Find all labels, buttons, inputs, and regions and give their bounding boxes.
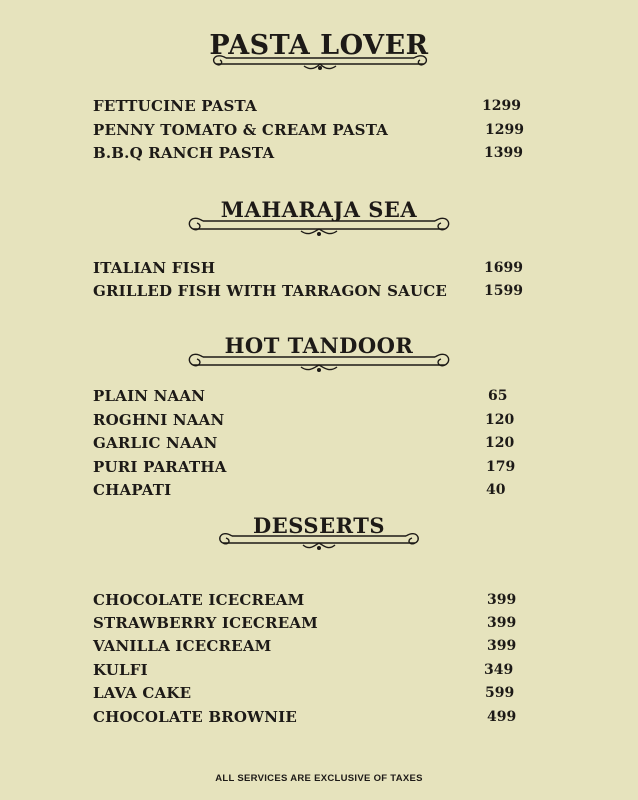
menu-item-name: GARLIC NAAN [93, 434, 218, 452]
ornament-divider-icon [183, 211, 455, 239]
menu-item-price: 499 [487, 709, 517, 725]
menu-item-name: VANILLA ICECREAM [93, 637, 272, 655]
menu-item-price: 1299 [482, 98, 521, 114]
section-title-desserts: DESSERTS [253, 513, 385, 538]
menu-item-price: 349 [484, 662, 514, 678]
menu-item-name: CHOCOLATE BROWNIE [93, 708, 297, 726]
menu-item-name: CHAPATI [93, 481, 172, 499]
menu-item-price: 120 [485, 412, 515, 428]
menu-item-name: ROGHNI NAAN [93, 411, 225, 429]
menu-item-name: PURI PARATHA [93, 458, 227, 476]
ornament-divider-icon [214, 527, 424, 553]
menu-item-price: 120 [485, 435, 515, 451]
ornament-divider-icon [208, 50, 432, 74]
section-title-maharaja-sea: MAHARAJA SEA [220, 197, 418, 222]
ornament-divider-icon [183, 347, 455, 375]
menu-item-price: 399 [487, 592, 517, 608]
menu-item-price: 1699 [484, 260, 523, 276]
menu-item-price: 1299 [485, 122, 524, 138]
menu-item-price: 599 [485, 685, 515, 701]
menu-item-price: 399 [487, 615, 517, 631]
menu-item-name: GRILLED FISH WITH TARRAGON SAUCE [93, 282, 448, 300]
menu-item-price: 179 [486, 459, 516, 475]
menu-item-name: PENNY TOMATO & CREAM PASTA [93, 121, 389, 139]
section-title-hot-tandoor: HOT TANDOOR [224, 333, 414, 358]
menu-item-name: CHOCOLATE ICECREAM [93, 591, 305, 609]
menu-item-price: 1599 [484, 283, 523, 299]
menu-item-name: FETTUCINE PASTA [93, 97, 257, 115]
section-title-pasta-lover: PASTA LOVER [209, 30, 429, 61]
tax-notice: ALL SERVICES ARE EXCLUSIVE OF TAXES [215, 773, 423, 784]
menu-item-name: ITALIAN FISH [93, 259, 216, 277]
menu-item-name: B.B.Q RANCH PASTA [93, 144, 275, 162]
menu-item-name: PLAIN NAAN [93, 387, 206, 405]
menu-item-price: 65 [488, 388, 508, 404]
menu-item-price: 1399 [484, 145, 523, 161]
menu-item-price: 40 [486, 482, 506, 498]
menu-item-name: KULFI [93, 661, 148, 679]
menu-item-name: LAVA CAKE [93, 684, 192, 702]
menu-item-price: 399 [487, 638, 517, 654]
menu-item-name: STRAWBERRY ICECREAM [93, 614, 318, 632]
